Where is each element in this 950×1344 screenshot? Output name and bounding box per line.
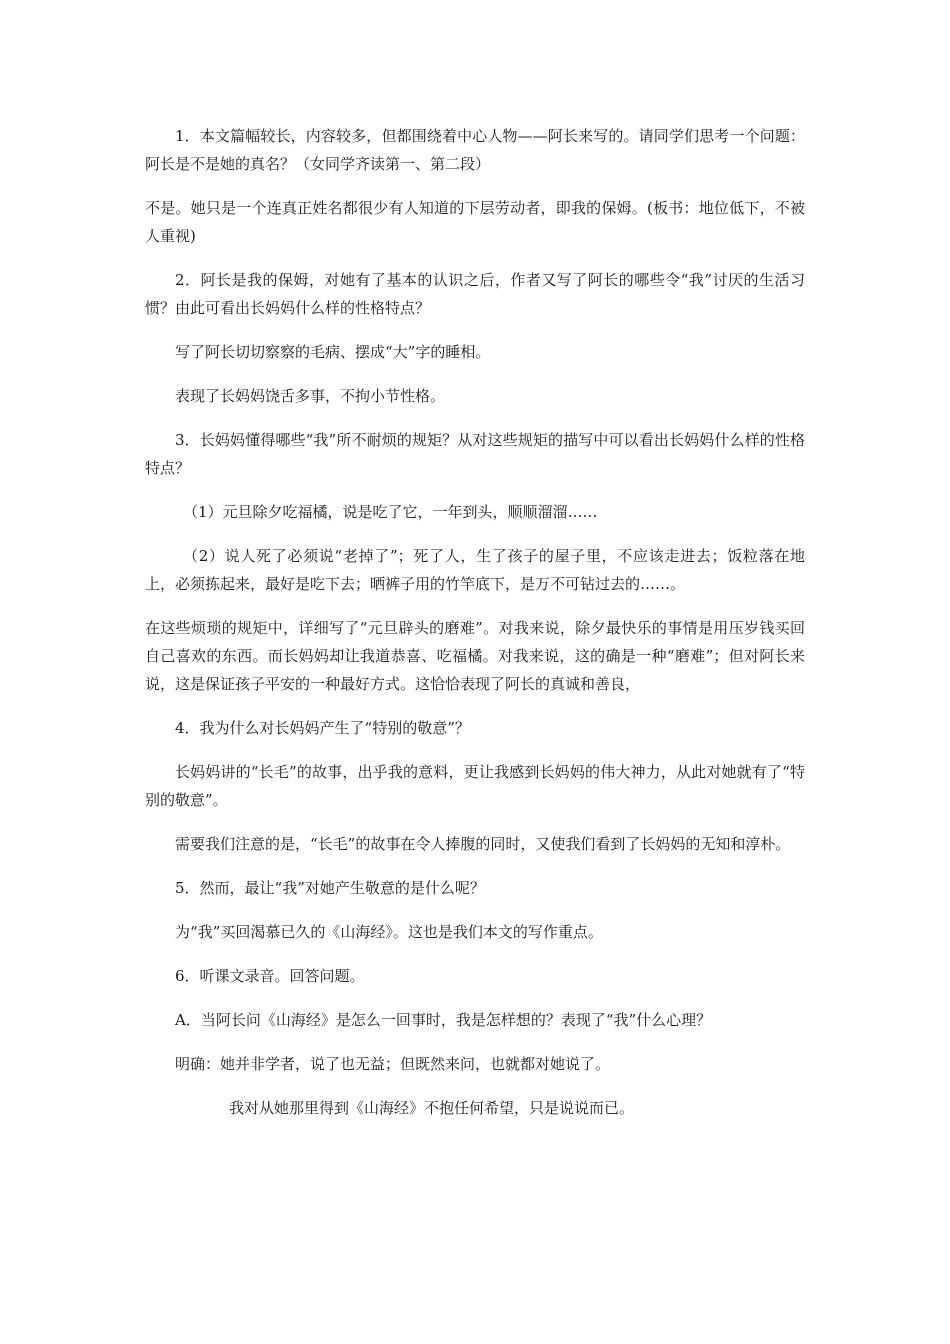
question-1: 1．本文篇幅较长，内容较多，但都围绕着中心人物——阿长来写的。请同学们思考一个问题：阿长是不是她的真名？（女同学齐读第一、第二段） [145,127,805,173]
rule-item-1: （1）元旦除夕吃福橘，说是吃了它，一年到头，顺顺溜溜…… [183,503,598,521]
document-body [145,122,805,1138]
answer-2b: 表现了长妈妈饶舌多事，不拘小节性格。 [175,387,446,405]
answer-2a: 写了阿长切切察察的毛病、摆成“大”字的睡相。 [175,343,491,361]
rule-item-2: （2）说人死了必须说“老掉了”；死了人，生了孩子的屋子里，不应该走进去；饭粒落在地上，必须拣起来，最好是吃下去；晒裤子用的竹竿底下，是万不可钻过去的……。 [145,547,805,593]
question-6a: A．当阿长问《山海经》是怎么一回事时，我是怎样想的？表现了“我”什么心理？ [175,1011,712,1029]
question-2: 2．阿长是我的保姆，对她有了基本的认识之后，作者又写了阿长的哪些令“我”讨厌的生活习惯？由此可看出长妈妈什么样的性格特点？ [145,271,805,317]
answer-4b: 需要我们注意的是，“长毛”的故事在令人捧腹的同时，又使我们看到了长妈妈的无知和淳朴。 [175,835,791,853]
answer-6a: 明确：她并非学者，说了也无益；但既然来问，也就都对她说了。 [175,1055,611,1073]
answer-1: 不是。她只是一个连真正姓名都很少有人知道的下层劳动者，即我的保姆。(板书：地位低下，不被人重视) [145,199,805,245]
answer-4a: 长妈妈讲的“长毛”的故事，出乎我的意料，更让我感到长妈妈的伟大神力，从此对她就有了“特别的敬意”。 [145,763,805,809]
answer-5: 为“我”买回渴慕已久的《山海经》。这也是我们本文的写作重点。 [175,923,603,941]
answer-3: 在这些烦琐的规矩中，详细写了“元旦辟头的磨难”。对我来说，除夕最快乐的事情是用压岁钱买回自己喜欢的东西。而长妈妈却让我道恭喜、吃福橘。对我来说，这的确是一种“磨难”；但对阿长来说，这是保证孩子平安的一种最好方式。这恰恰表现了阿长的真诚和善良， [145,619,805,693]
question-5: 5．然而，最让“我”对她产生敬意的是什么呢？ [175,879,485,897]
question-4: 4．我为什么对长妈妈产生了“特别的敬意”？ [175,719,470,737]
answer-6a-note: 我对从她那里得到《山海经》不抱任何希望，只是说说而已。 [229,1099,635,1117]
question-3: 3．长妈妈懂得哪些“我”所不耐烦的规矩？从对这些规矩的描写中可以看出长妈妈什么样的性格特点？ [145,431,805,477]
question-6: 6．听课文录音。回答问题。 [175,967,365,985]
